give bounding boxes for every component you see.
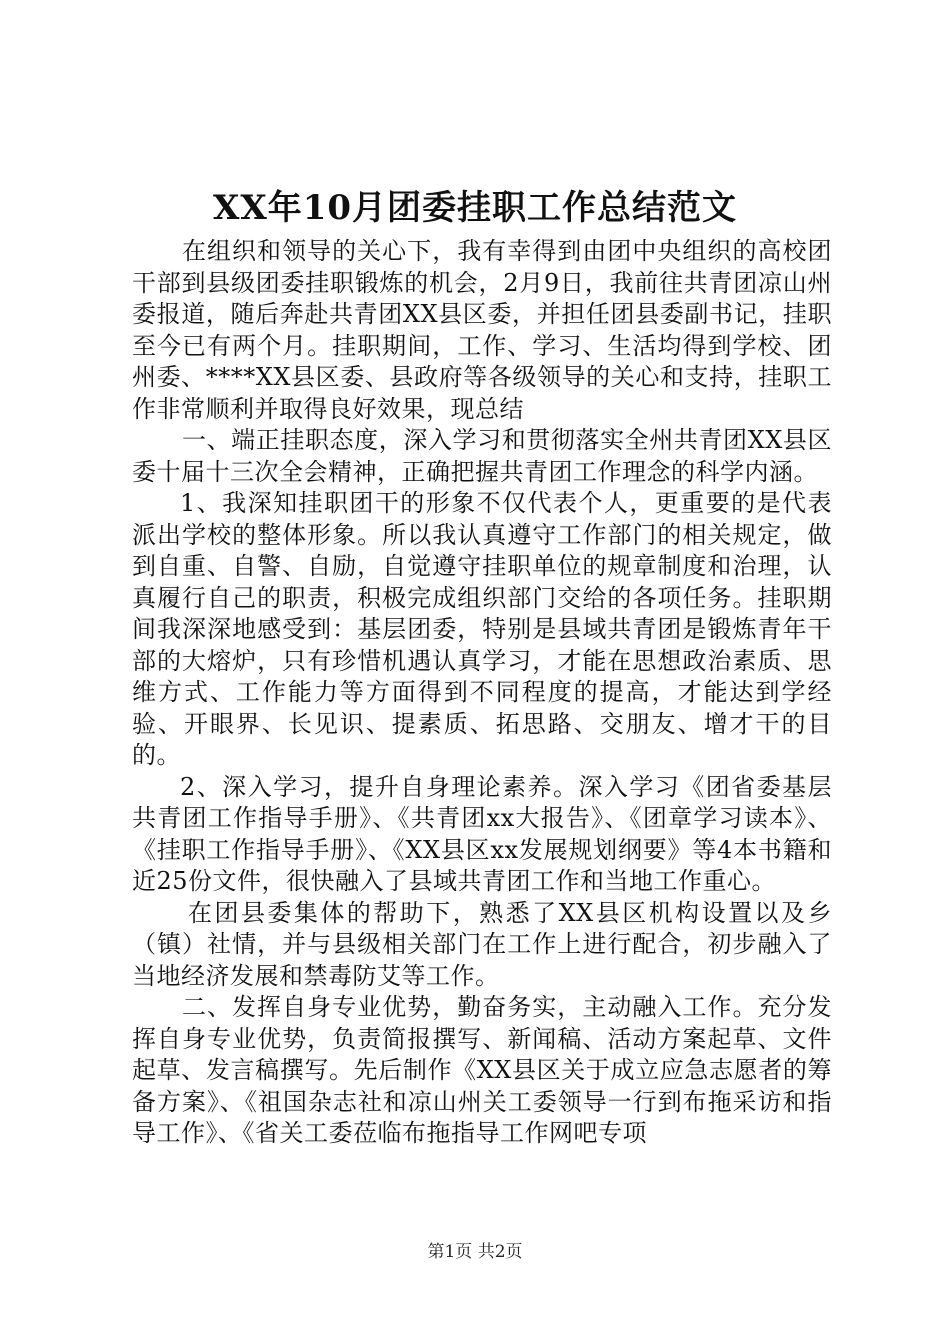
paragraph-section-one-heading: 一、端正挂职态度，深入学习和贯彻落实全州共青团XX县区委十届十三次全会精神，正确把握共青团工作理念的科学内涵。	[132, 426, 832, 486]
document-title: XX年10月团委挂职工作总结范文	[212, 188, 738, 228]
paragraph-point-two: 2、深入学习，提升自身理论素养。深入学习《团省委基层共青团工作指导手册》、《共青团xx大报告》、《团章学习读本》、《挂职工作指导手册》、《XX县区xx发展规划纲要》等4本书籍和近25份文件，很快融入了县域共青团工作和当地工作重心。	[132, 772, 832, 895]
paragraph-team-help: 在团县委集体的帮助下，熟悉了XX县区机构设置以及乡（镇）社情，并与县级相关部门在工作上进行配合，初步融入了当地经济发展和禁毒防艾等工作。	[132, 898, 832, 990]
paragraph-section-two: 二、发挥自身专业优势，勤奋务实，主动融入工作。充分发挥自身专业优势，负责简报撰写、新闻稿、活动方案起草、文件起草、发言稿撰写。先后制作《XX县区关于成立应急志愿者的筹备方案》、《祖国杂志社和凉山州关工委领导一行到布拖采访和指导工作》、《省关工委莅临布拖指导工作网吧专项	[132, 993, 832, 1147]
document-body	[132, 236, 832, 1150]
paragraph-intro: 在组织和领导的关心下，我有幸得到由团中央组织的高校团干部到县级团委挂职锻炼的机会，2月9日，我前往共青团凉山州委报道，随后奔赴共青团XX县区委，并担任团县委副书记，挂职至今已有两个月。挂职期间，工作、学习、生活均得到学校、团州委、****XX县区委、县政府等各级领导的关心和支持，挂职工作非常顺利并取得良好效果，现总结	[132, 237, 832, 423]
paragraph-point-one: 1、我深知挂职团干的形象不仅代表个人，更重要的是代表派出学校的整体形象。所以我认真遵守工作部门的相关规定，做到自重、自警、自励，自觉遵守挂职单位的规章制度和治理，认真履行自己的职责，积极完成组织部门交给的各项任务。挂职期间我深深地感受到：基层团委，特别是县域共青团是锻炼青年干部的大熔炉，只有珍惜机遇认真学习，才能在思想政治素质、思维方式、工作能力等方面得到不同程度的提高，才能达到学经验、开眼界、长见识、提素质、拓思路、交朋友、增才干的目的。	[132, 489, 832, 769]
page-footer: 第1页 共2页	[427, 1242, 523, 1262]
